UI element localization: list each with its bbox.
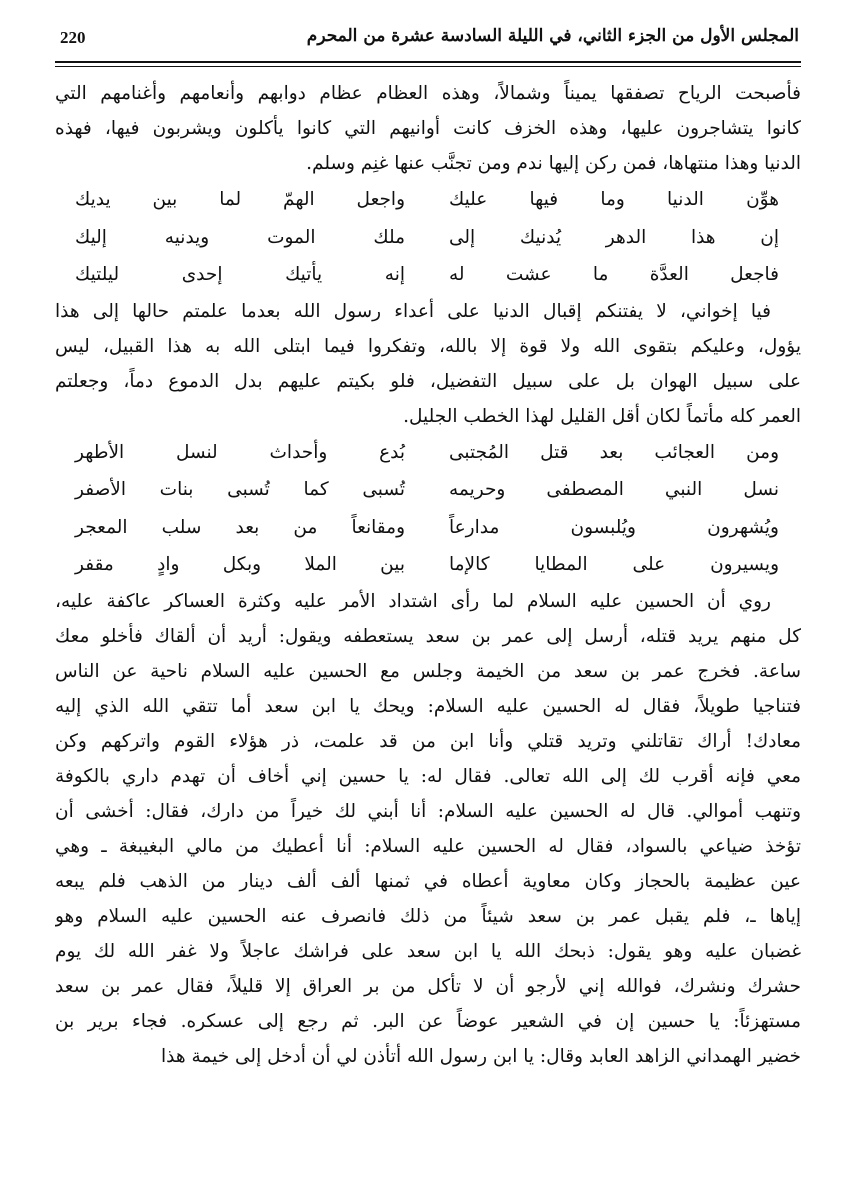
- verse-line: [55, 181, 801, 219]
- text-line: كانوا يتشاجرون عليها، وهذه الخزف كانت أوانيهم التي كانوا يأكلون ويشربون فيها، فهذه: [55, 118, 801, 139]
- second-hemistich: تُسبى كما تُسبى بنات الأصفر: [75, 479, 405, 500]
- paragraph: [55, 76, 801, 181]
- text-line: يؤول، وعليكم بتقوى الله ولا قوة إلا بالله، وتفكروا فيما ابتلى الله به هذا القبيل، ليس: [55, 335, 801, 357]
- text-line: معي فإنه أقرب لك إلى الله تعالى. فقال له: يا حسين إني أخاف أن تهدم داري بالكوفة: [55, 765, 801, 787]
- second-hemistich: إنه يأتيك إحدى ليلتيك: [75, 264, 405, 285]
- text-line: إياها ـ، فلم يقبل عمر بن سعد شيئاً من ذلك فانصرف عنه الحسين عليه السلام وهو: [55, 905, 801, 927]
- text-line: على سبيل الهوان بل على سبيل التفضيل، فلو بكيتم عليهم بدل الدموع دماً، وجعلتم: [55, 370, 801, 392]
- verse-line: [55, 509, 801, 547]
- text-line: حشرك ونشرك، فوالله إني لأرجو أن لا تأكل من بر العراق إلا قليلاً، فقال عمر بن سعد: [55, 975, 801, 997]
- text-line: غضبان عليه وهو يقول: ذبحك الله يا ابن سعد على فراشك عاجلاً ولا غفر الله لك يوم: [55, 940, 801, 962]
- text-line: روي أن الحسين عليه السلام لما رأى اشتداد الأمر عليه وكثرة العساكر عاكفة عليه،: [55, 590, 771, 612]
- text-line: خضير الهمداني الزاهد العابد وقال: يا ابن رسول الله أتأذن لي أن أدخل إلى خيمة هذا: [161, 1045, 801, 1067]
- second-hemistich: ومقانعاً من بعد سلب المعجر: [75, 516, 405, 538]
- text-line: الدنيا وهذا منتهاها، فمن ركن إليها ندم ومن تجنَّب عنها غنِم وسلم.: [306, 153, 801, 174]
- text-line: فيا إخواني، لا يفتنكم إقبال الدنيا على أعداء رسول الله بعدما علمتم حالها إلى هذا: [55, 300, 771, 322]
- first-hemistich: هوِّن الدنيا وما فيها عليك: [449, 189, 779, 210]
- first-hemistich: ويُشهرون ويُلبسون مدارعاً: [449, 516, 779, 538]
- text-line: ساعة. فخرج عمر بن سعد من الخيمة وجلس مع الحسين عليه السلام ناحية عن الناس: [55, 660, 801, 682]
- poem: [55, 434, 801, 584]
- page-number: 220: [60, 28, 86, 47]
- first-hemistich: ويسيرون على المطايا كالإما: [449, 554, 779, 575]
- verse-line: [55, 471, 801, 509]
- running-header: [60, 26, 799, 56]
- text-line: فتناجيا طويلاً، فقال له الحسين عليه السلام: ويحك يا ابن سعد أما تتقي الله الذي إليه: [55, 695, 801, 717]
- header-rule-thick: [55, 61, 801, 63]
- paragraph: [55, 584, 801, 1074]
- text-line: فأصبحت الرياح تصفقها يميناً وشمالاً، وهذه العظام عظام دوابهم وأنعامهم وأغنامهم التي: [55, 83, 801, 104]
- second-hemistich: واجعل الهمّ لما بين يديك: [75, 189, 405, 210]
- verse-line: [55, 546, 801, 584]
- text-line: عين عظيمة بالحجاز وكان معاوية أعطاه في ثمنها ألف ألف دينار من الذهب فلم يبعه: [55, 870, 801, 892]
- second-hemistich: بين الملا وبكل وادٍ مقفر: [75, 554, 405, 575]
- text-line: معادك! أراك تقاتلني وتريد قتلي وأنا ابن من قد علمت، ذر هؤلاء القوم واتركهم وكن: [55, 730, 801, 752]
- verse-line: [55, 434, 801, 472]
- first-hemistich: ومن العجائب بعد قتل المُجتبى: [449, 441, 779, 463]
- text-line: مستهزئاً: يا حسين إن في الشعير عوضاً عن البر. ثم رجع إلى عسكره. فجاء برير بن: [55, 1010, 801, 1032]
- first-hemistich: إن هذا الدهر يُدنيك إلى: [449, 226, 779, 248]
- header-rule-thin: [55, 66, 801, 67]
- poem: [55, 181, 801, 294]
- page-body: [55, 76, 801, 1074]
- running-title: المجلس الأول من الجزء الثاني، في الليلة السادسة عشرة من المحرم: [306, 26, 799, 46]
- text-line: وتنهب أموالي. قال له الحسين عليه السلام: أنا أبني لك خيراً من دارك، فقال: أخشى أن: [55, 800, 801, 822]
- text-line: كل منهم يريد قتله، أرسل إلى عمر بن سعد يستعطفه ويقول: أريد أن ألقاك فأخلو معك: [55, 625, 801, 647]
- text-line: العمر كله مأتماً لكان أقل القليل لهذا الخطب الجليل.: [403, 405, 801, 427]
- first-hemistich: فاجعل العدَّة ما عشت له: [449, 264, 779, 285]
- text-line: تؤخذ ضياعي بالسواد، فقال له الحسين عليه السلام: أنا أعطيك من مالي البغيبغة ـ وهي: [55, 835, 801, 857]
- second-hemistich: بُدع وأحداث لنسل الأطهر: [75, 441, 405, 463]
- verse-line: [55, 256, 801, 294]
- verse-line: [55, 219, 801, 257]
- paragraph: [55, 294, 801, 434]
- second-hemistich: ملك الموت ويدنيه إليك: [75, 226, 405, 248]
- first-hemistich: نسل النبي المصطفى وحريمه: [449, 479, 779, 500]
